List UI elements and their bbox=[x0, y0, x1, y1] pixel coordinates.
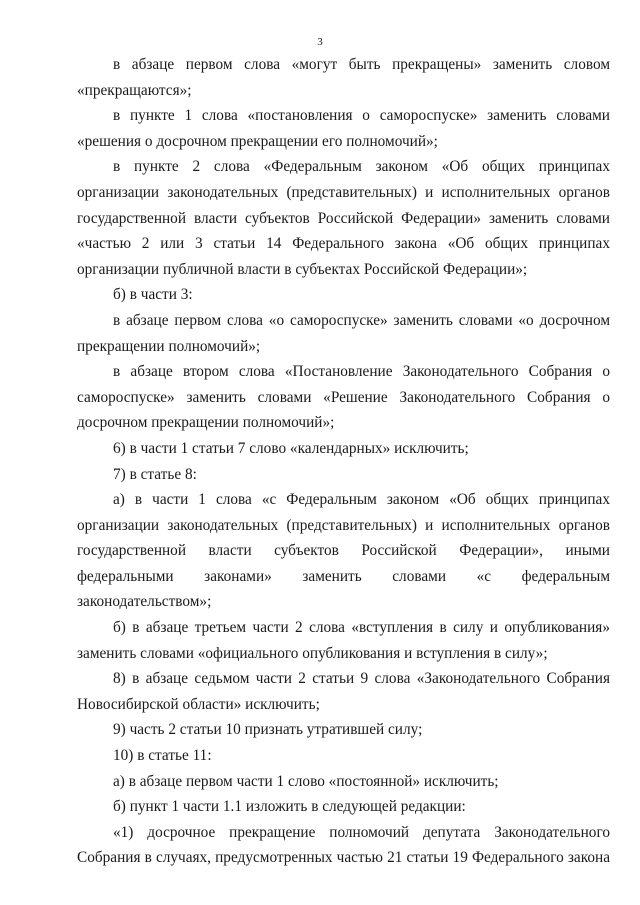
text-line: федеральными законами» заменить словами «с федеральным законодательством»; bbox=[77, 567, 610, 611]
text-line: государственной власти субъектов Российской Федерации» заменить словами bbox=[77, 209, 610, 227]
text-line: 6) в части 1 статьи 7 слово «календарных» исключить; bbox=[113, 439, 469, 457]
text-line: б) в части 3: bbox=[113, 286, 193, 304]
text-line: прекращении полномочий»; bbox=[77, 337, 261, 355]
text-line: организации законодательных (представительных) и исполнительных органов bbox=[77, 516, 610, 534]
page-number: 3 bbox=[317, 36, 323, 48]
text-line: «частью 2 или 3 статьи 14 Федерального закона «Об общих принципах bbox=[77, 235, 610, 253]
text-line: «прекращаются»; bbox=[77, 81, 192, 99]
text-line: заменить словами «официального опубликования и вступления в силу»; bbox=[77, 644, 548, 662]
text-line: 8) в абзаце седьмом части 2 статьи 9 слова «Законодательного Собрания bbox=[113, 670, 610, 688]
text-line: Собрания в случаях, предусмотренных частью 21 статьи 19 Федерального закона bbox=[77, 849, 610, 867]
text-line: организации публичной власти в субъектах Российской Федерации»; bbox=[77, 260, 528, 278]
text-line: в абзаце первом слова «о самороспуске» заменить словами «о досрочном bbox=[113, 311, 610, 329]
text-line: б) пункт 1 части 1.1 изложить в следующей редакции: bbox=[113, 798, 466, 816]
text-line: «1) досрочное прекращение полномочий депутата Законодательного bbox=[113, 823, 610, 841]
text-line: 9) часть 2 статьи 10 признать утратившей силу; bbox=[113, 721, 423, 739]
text-line: Новосибирской области» исключить; bbox=[77, 695, 320, 713]
text-line: «решения о досрочном прекращении его полномочий»; bbox=[77, 132, 438, 150]
text-line: 7) в статье 8: bbox=[113, 465, 197, 483]
text-line: организации законодательных (представительных) и исполнительных органов bbox=[77, 183, 610, 201]
text-line: б) в абзаце третьем части 2 слова «вступления в силу и опубликования» bbox=[113, 619, 610, 637]
text-line: в абзаце втором слова «Постановление Законодательного Собрания о bbox=[113, 363, 610, 381]
text-line: государственной власти субъектов Российской Федерации», иными bbox=[77, 542, 610, 560]
text-line: самороспуске» заменить словами «Решение Законодательного Собрания о bbox=[77, 388, 610, 406]
text-line: а) в абзаце первом части 1 слово «постоянной» исключить; bbox=[113, 772, 499, 790]
text-line: в пункте 1 слова «постановления о самороспуске» заменить словами bbox=[113, 107, 610, 125]
text-line: в абзаце первом слова «могут быть прекращены» заменить словом bbox=[113, 56, 610, 73]
text-line: досрочном прекращении полномочий»; bbox=[77, 414, 335, 432]
text-line: 10) в статье 11: bbox=[113, 747, 212, 765]
text-line: а) в части 1 слова «с Федеральным законом «Об общих принципах bbox=[113, 491, 610, 509]
text-line: в пункте 2 слова «Федеральным законом «Об общих принципах bbox=[113, 158, 610, 176]
document-body bbox=[77, 52, 610, 871]
